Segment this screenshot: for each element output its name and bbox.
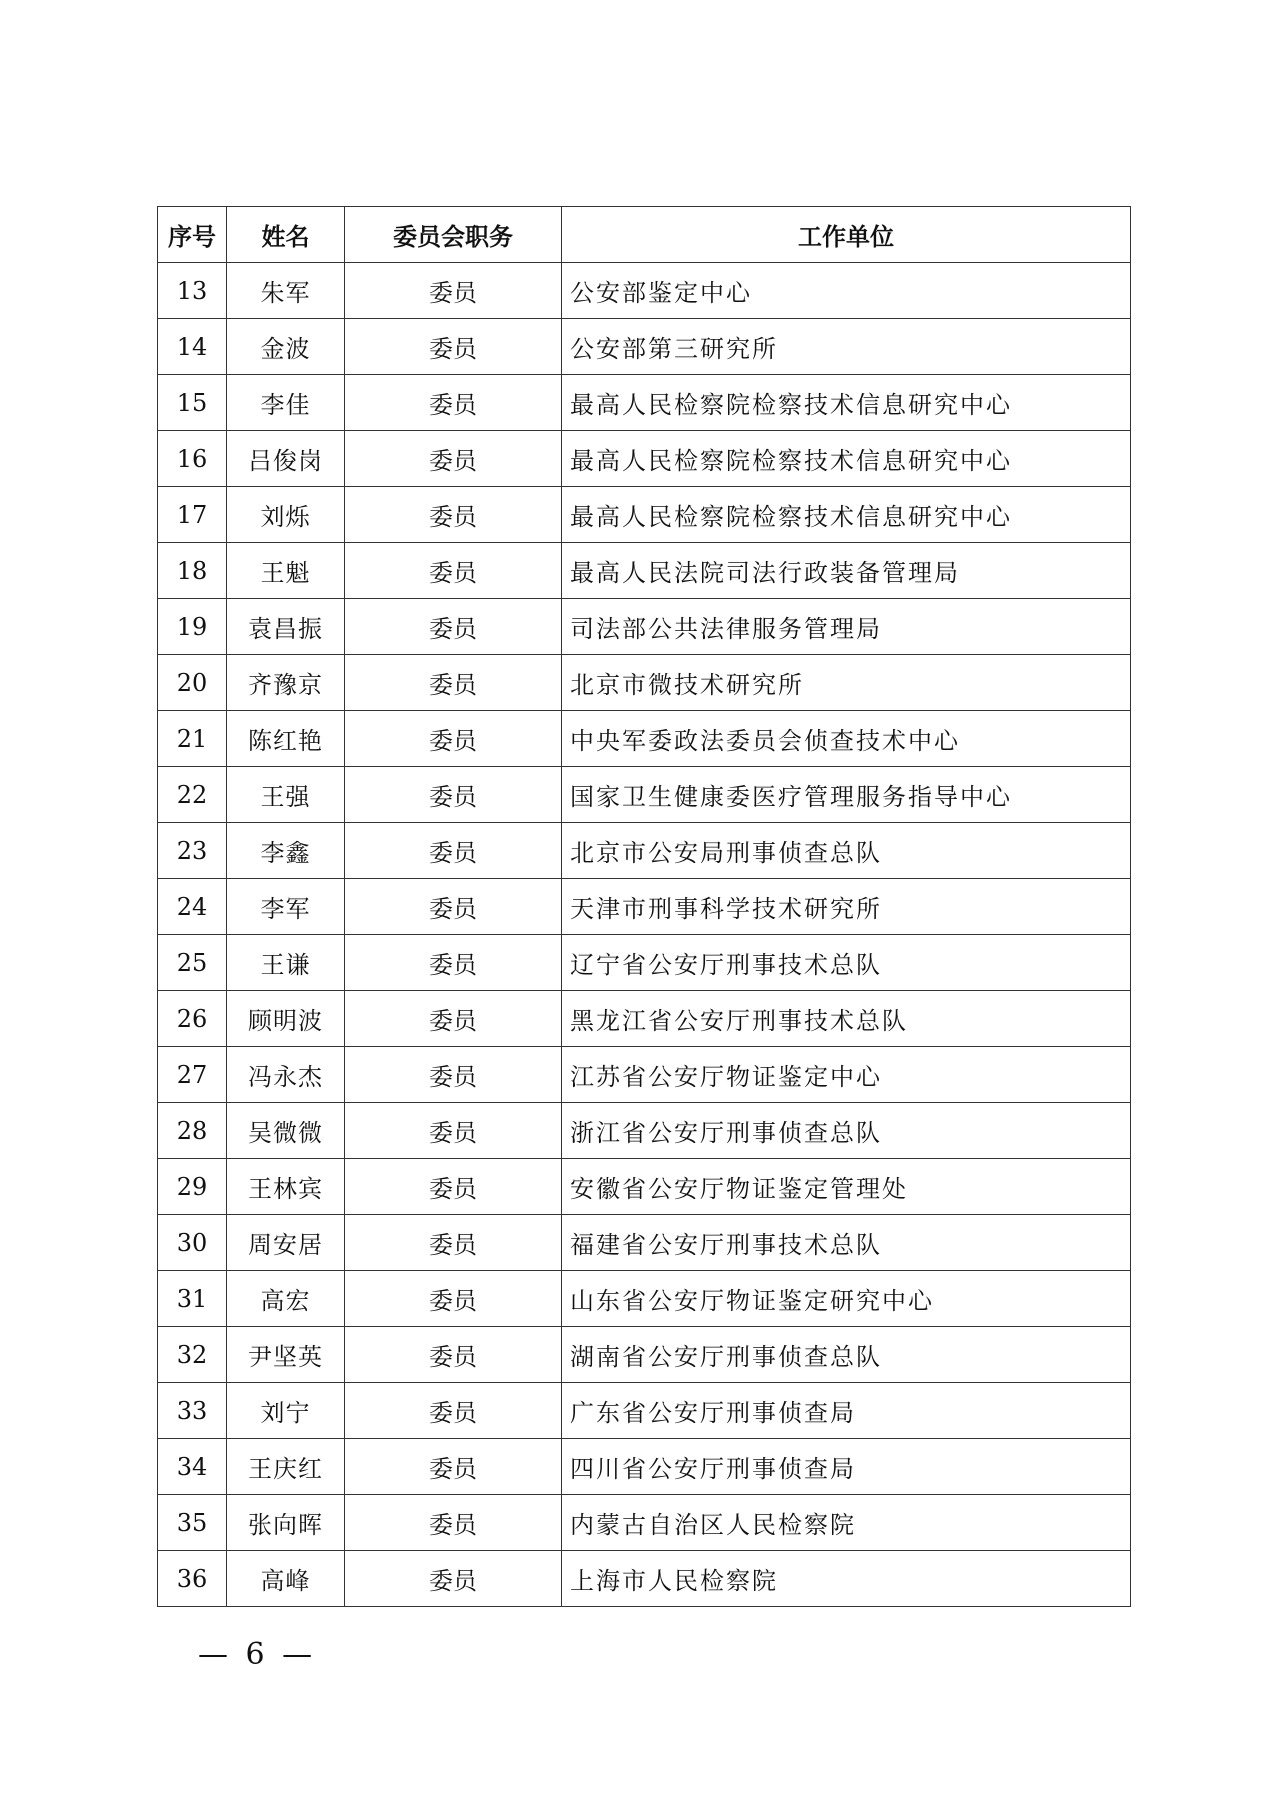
table-row bbox=[158, 767, 1131, 823]
work-unit-cell: 辽宁省公安厅刑事技术总队 bbox=[562, 935, 1131, 991]
table-row bbox=[158, 935, 1131, 991]
name-cell: 高宏 bbox=[227, 1271, 345, 1327]
work-unit-cell: 江苏省公安厅物证鉴定中心 bbox=[562, 1047, 1131, 1103]
work-unit-cell: 上海市人民检察院 bbox=[562, 1551, 1131, 1607]
role-cell: 委员 bbox=[345, 823, 562, 879]
serial-number-cell: 18 bbox=[158, 543, 227, 599]
serial-number-cell: 25 bbox=[158, 935, 227, 991]
name-cell: 王林宾 bbox=[227, 1159, 345, 1215]
role-cell: 委员 bbox=[345, 263, 562, 319]
role-cell: 委员 bbox=[345, 1327, 562, 1383]
table-row bbox=[158, 711, 1131, 767]
header-committee-role: 委员会职务 bbox=[345, 207, 562, 263]
work-unit-cell: 国家卫生健康委医疗管理服务指导中心 bbox=[562, 767, 1131, 823]
work-unit-cell: 广东省公安厅刑事侦查局 bbox=[562, 1383, 1131, 1439]
name-cell: 陈红艳 bbox=[227, 711, 345, 767]
work-unit-cell: 司法部公共法律服务管理局 bbox=[562, 599, 1131, 655]
name-cell: 刘烁 bbox=[227, 487, 345, 543]
serial-number-cell: 32 bbox=[158, 1327, 227, 1383]
name-cell: 王谦 bbox=[227, 935, 345, 991]
work-unit-cell: 北京市公安局刑事侦查总队 bbox=[562, 823, 1131, 879]
role-cell: 委员 bbox=[345, 1551, 562, 1607]
serial-number-cell: 22 bbox=[158, 767, 227, 823]
serial-number-cell: 30 bbox=[158, 1215, 227, 1271]
name-cell: 李军 bbox=[227, 879, 345, 935]
serial-number-cell: 14 bbox=[158, 319, 227, 375]
table-row bbox=[158, 431, 1131, 487]
name-cell: 顾明波 bbox=[227, 991, 345, 1047]
work-unit-cell: 最高人民检察院检察技术信息研究中心 bbox=[562, 487, 1131, 543]
work-unit-cell: 内蒙古自治区人民检察院 bbox=[562, 1495, 1131, 1551]
table-header-row bbox=[158, 207, 1131, 263]
table-row bbox=[158, 1159, 1131, 1215]
name-cell: 周安居 bbox=[227, 1215, 345, 1271]
work-unit-cell: 最高人民检察院检察技术信息研究中心 bbox=[562, 431, 1131, 487]
name-cell: 李佳 bbox=[227, 375, 345, 431]
table-row bbox=[158, 375, 1131, 431]
work-unit-cell: 公安部第三研究所 bbox=[562, 319, 1131, 375]
work-unit-cell: 山东省公安厅物证鉴定研究中心 bbox=[562, 1271, 1131, 1327]
table-row bbox=[158, 319, 1131, 375]
role-cell: 委员 bbox=[345, 319, 562, 375]
name-cell: 袁昌振 bbox=[227, 599, 345, 655]
table-row bbox=[158, 1551, 1131, 1607]
serial-number-cell: 15 bbox=[158, 375, 227, 431]
work-unit-cell: 福建省公安厅刑事技术总队 bbox=[562, 1215, 1131, 1271]
name-cell: 吕俊岗 bbox=[227, 431, 345, 487]
name-cell: 刘宁 bbox=[227, 1383, 345, 1439]
table-row bbox=[158, 823, 1131, 879]
role-cell: 委员 bbox=[345, 1103, 562, 1159]
work-unit-cell: 浙江省公安厅刑事侦查总队 bbox=[562, 1103, 1131, 1159]
serial-number-cell: 21 bbox=[158, 711, 227, 767]
serial-number-cell: 13 bbox=[158, 263, 227, 319]
header-work-unit: 工作单位 bbox=[562, 207, 1131, 263]
table-row bbox=[158, 543, 1131, 599]
serial-number-cell: 27 bbox=[158, 1047, 227, 1103]
work-unit-cell: 湖南省公安厅刑事侦查总队 bbox=[562, 1327, 1131, 1383]
table-row bbox=[158, 1215, 1131, 1271]
serial-number-cell: 34 bbox=[158, 1439, 227, 1495]
work-unit-cell: 黑龙江省公安厅刑事技术总队 bbox=[562, 991, 1131, 1047]
name-cell: 吴微微 bbox=[227, 1103, 345, 1159]
name-cell: 齐豫京 bbox=[227, 655, 345, 711]
serial-number-cell: 20 bbox=[158, 655, 227, 711]
table-row bbox=[158, 1047, 1131, 1103]
page-number: — 6 — bbox=[198, 1637, 317, 1672]
work-unit-cell: 最高人民检察院检察技术信息研究中心 bbox=[562, 375, 1131, 431]
role-cell: 委员 bbox=[345, 655, 562, 711]
role-cell: 委员 bbox=[345, 1159, 562, 1215]
name-cell: 朱军 bbox=[227, 263, 345, 319]
role-cell: 委员 bbox=[345, 879, 562, 935]
table-row bbox=[158, 263, 1131, 319]
role-cell: 委员 bbox=[345, 431, 562, 487]
table-row bbox=[158, 487, 1131, 543]
role-cell: 委员 bbox=[345, 1439, 562, 1495]
serial-number-cell: 16 bbox=[158, 431, 227, 487]
role-cell: 委员 bbox=[345, 1271, 562, 1327]
role-cell: 委员 bbox=[345, 543, 562, 599]
name-cell: 金波 bbox=[227, 319, 345, 375]
table-row bbox=[158, 1103, 1131, 1159]
table-row bbox=[158, 655, 1131, 711]
role-cell: 委员 bbox=[345, 767, 562, 823]
role-cell: 委员 bbox=[345, 1215, 562, 1271]
role-cell: 委员 bbox=[345, 935, 562, 991]
work-unit-cell: 四川省公安厅刑事侦查局 bbox=[562, 1439, 1131, 1495]
name-cell: 王魁 bbox=[227, 543, 345, 599]
table-row bbox=[158, 1495, 1131, 1551]
table-row bbox=[158, 1327, 1131, 1383]
name-cell: 尹坚英 bbox=[227, 1327, 345, 1383]
role-cell: 委员 bbox=[345, 1047, 562, 1103]
table-row bbox=[158, 1271, 1131, 1327]
header-serial-number: 序号 bbox=[158, 207, 227, 263]
serial-number-cell: 26 bbox=[158, 991, 227, 1047]
serial-number-cell: 33 bbox=[158, 1383, 227, 1439]
work-unit-cell: 公安部鉴定中心 bbox=[562, 263, 1131, 319]
role-cell: 委员 bbox=[345, 1495, 562, 1551]
table-row bbox=[158, 1383, 1131, 1439]
table-row bbox=[158, 991, 1131, 1047]
name-cell: 李鑫 bbox=[227, 823, 345, 879]
work-unit-cell: 安徽省公安厅物证鉴定管理处 bbox=[562, 1159, 1131, 1215]
table-row bbox=[158, 599, 1131, 655]
serial-number-cell: 31 bbox=[158, 1271, 227, 1327]
role-cell: 委员 bbox=[345, 599, 562, 655]
serial-number-cell: 23 bbox=[158, 823, 227, 879]
serial-number-cell: 35 bbox=[158, 1495, 227, 1551]
serial-number-cell: 24 bbox=[158, 879, 227, 935]
work-unit-cell: 天津市刑事科学技术研究所 bbox=[562, 879, 1131, 935]
name-cell: 王强 bbox=[227, 767, 345, 823]
role-cell: 委员 bbox=[345, 487, 562, 543]
table-row bbox=[158, 1439, 1131, 1495]
role-cell: 委员 bbox=[345, 711, 562, 767]
work-unit-cell: 最高人民法院司法行政装备管理局 bbox=[562, 543, 1131, 599]
table-row bbox=[158, 879, 1131, 935]
role-cell: 委员 bbox=[345, 991, 562, 1047]
name-cell: 高峰 bbox=[227, 1551, 345, 1607]
serial-number-cell: 29 bbox=[158, 1159, 227, 1215]
name-cell: 冯永杰 bbox=[227, 1047, 345, 1103]
role-cell: 委员 bbox=[345, 375, 562, 431]
work-unit-cell: 中央军委政法委员会侦查技术中心 bbox=[562, 711, 1131, 767]
name-cell: 王庆红 bbox=[227, 1439, 345, 1495]
header-name: 姓名 bbox=[227, 207, 345, 263]
name-cell: 张向晖 bbox=[227, 1495, 345, 1551]
table-body bbox=[158, 263, 1131, 1607]
serial-number-cell: 17 bbox=[158, 487, 227, 543]
serial-number-cell: 36 bbox=[158, 1551, 227, 1607]
work-unit-cell: 北京市微技术研究所 bbox=[562, 655, 1131, 711]
serial-number-cell: 19 bbox=[158, 599, 227, 655]
member-table bbox=[157, 206, 1131, 1607]
role-cell: 委员 bbox=[345, 1383, 562, 1439]
serial-number-cell: 28 bbox=[158, 1103, 227, 1159]
member-table-container bbox=[157, 206, 1130, 1607]
